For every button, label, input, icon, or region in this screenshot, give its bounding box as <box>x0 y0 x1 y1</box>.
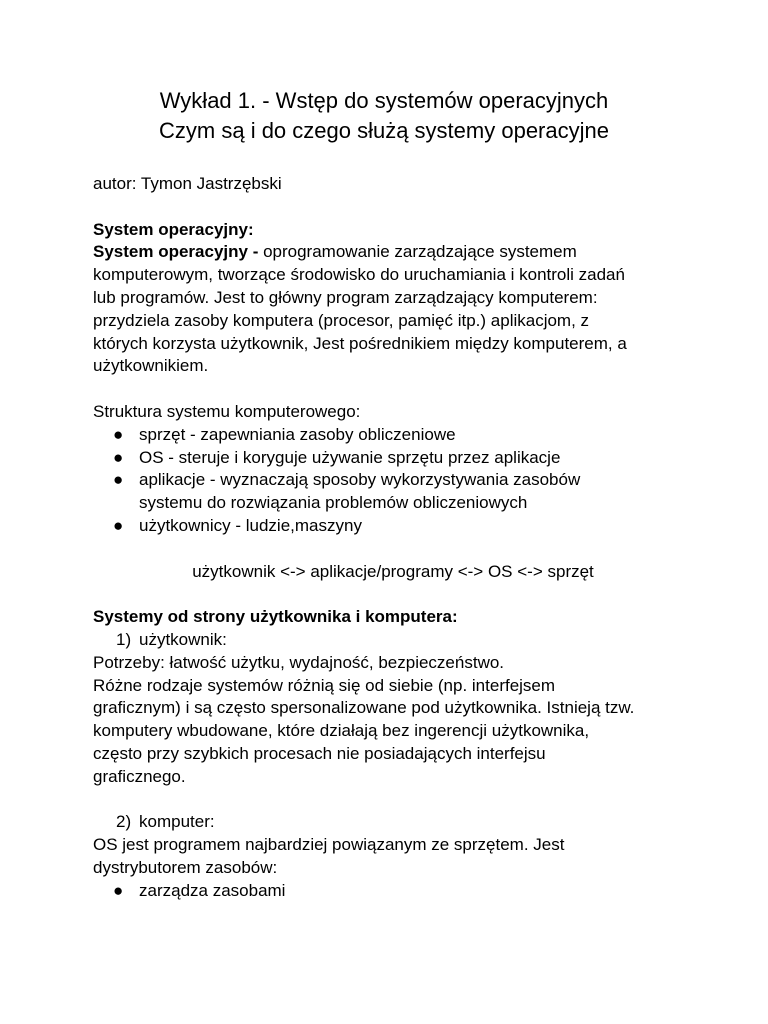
list-item-text: systemu do rozwiązania problemów obliczeniowych <box>139 493 528 513</box>
os-definition-line: komputerowym, tworzące środowisko do uruchamiania i kontroli zadań <box>93 265 625 285</box>
section-heading-os: System operacyjny: <box>93 219 254 239</box>
spacer <box>93 196 693 219</box>
spacer <box>93 583 693 606</box>
paragraph-line: OS jest programem najbardziej powiązanym ze sprzętem. Jest <box>93 835 565 855</box>
bullet-icon: ● <box>113 447 124 467</box>
document-subtitle: Czym są i do czego służą systemy operacyjne <box>159 118 609 143</box>
item-number: 2) <box>116 812 132 832</box>
spacer <box>93 538 693 561</box>
structure-flow-line: użytkownik <-> aplikacje/programy <-> OS <-> sprzęt <box>192 561 594 581</box>
numbered-item-computer <box>93 811 693 834</box>
spacer <box>93 378 693 401</box>
list-item-text: sprzęt - zapewniania zasoby obliczeniowe <box>139 424 456 444</box>
list-item-text: aplikacje - wyznaczają sposoby wykorzystywania zasobów <box>139 470 581 490</box>
spacer <box>93 789 693 812</box>
os-definition-line <box>93 241 693 264</box>
document-body <box>93 173 693 903</box>
section-heading-user-computer: Systemy od strony użytkownika i komputera: <box>93 607 458 627</box>
list-item <box>93 880 693 903</box>
os-definition-line: których korzysta użytkownik, Jest pośrednikiem między komputerem, a <box>93 333 627 353</box>
os-definition-line: przydziela zasoby komputera (procesor, pamięć itp.) aplikacjom, z <box>93 310 590 330</box>
item-label: użytkownik: <box>139 629 227 649</box>
definition-text: oprogramowanie zarządzające systemem <box>258 242 577 262</box>
computer-list <box>93 880 693 903</box>
list-item <box>93 469 693 492</box>
bullet-icon: ● <box>113 424 124 444</box>
paragraph-line: Różne rodzaje systemów różnią się od siebie (np. interfejsem <box>93 675 556 695</box>
os-definition-line: lub programów. Jest to główny program zarządzający komputerem: <box>93 287 598 307</box>
item-label: komputer: <box>139 812 215 832</box>
bullet-icon: ● <box>113 470 124 490</box>
paragraph-line: często przy szybkich procesach nie posiadających interfejsu <box>93 743 546 763</box>
numbered-item-user <box>93 629 693 652</box>
list-item <box>93 515 693 538</box>
structure-list <box>93 424 693 538</box>
paragraph-line: komputery wbudowane, które działają bez ingerencji użytkownika, <box>93 721 590 741</box>
paragraph-line: dystrybutorem zasobów: <box>93 857 278 877</box>
list-item-text: użytkownicy - ludzie,maszyny <box>139 515 362 535</box>
item-number: 1) <box>116 629 132 649</box>
document-title: Wykład 1. - Wstęp do systemów operacyjnych <box>159 88 609 113</box>
definition-term: System operacyjny - <box>93 242 259 262</box>
bullet-icon: ● <box>113 880 124 900</box>
list-item <box>93 424 693 447</box>
list-item-text: OS - steruje i koryguje używanie sprzętu przez aplikacje <box>139 447 561 467</box>
paragraph-line: graficznego. <box>93 766 186 786</box>
list-item-continuation <box>93 492 693 515</box>
section-heading-structure: Struktura systemu komputerowego: <box>93 401 361 421</box>
paragraph-line: Potrzeby: łatwość użytku, wydajność, bezpieczeństwo. <box>93 652 505 672</box>
bullet-icon: ● <box>113 515 124 535</box>
list-item-text: zarządza zasobami <box>139 880 286 900</box>
author-line: autor: Tymon Jastrzębski <box>93 174 282 193</box>
paragraph-line: graficznym) i są często spersonalizowane pod użytkownika. Istnieją tzw. <box>93 698 635 718</box>
os-definition-line: użytkownikiem. <box>93 356 209 376</box>
list-item <box>93 447 693 470</box>
